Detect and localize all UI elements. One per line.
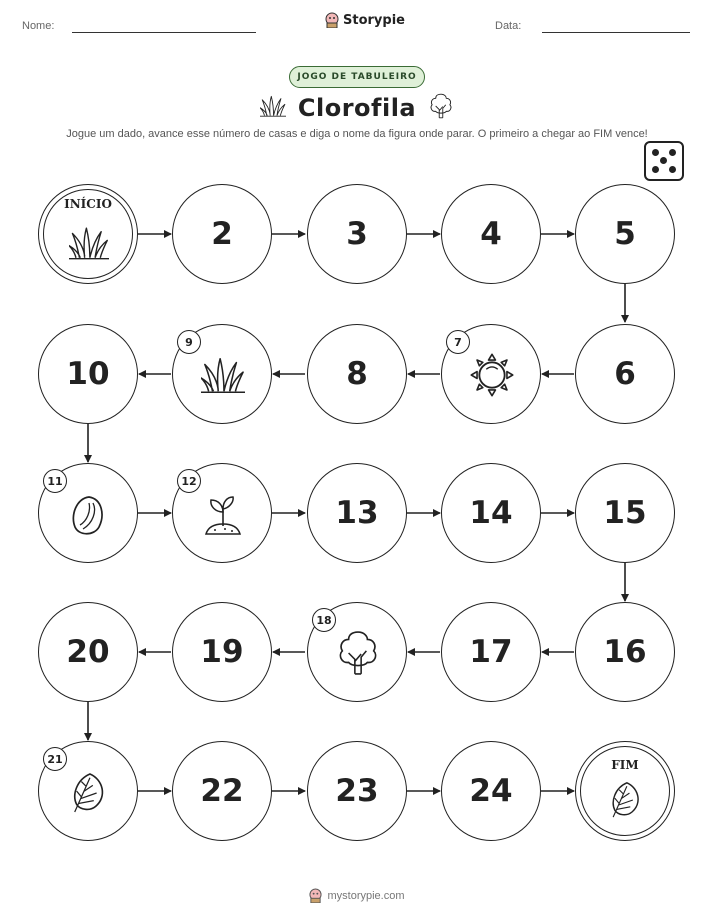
cell-number: 17 <box>469 634 513 670</box>
footer-url[interactable]: mystorypie.com <box>327 889 405 902</box>
name-label: Nome: <box>22 20 55 32</box>
board-cell-8[interactable] <box>307 324 407 424</box>
board-cell-24[interactable] <box>441 741 541 841</box>
cell-number: 24 <box>469 773 513 809</box>
board-cell-start[interactable] <box>38 184 138 284</box>
board-cell-22[interactable] <box>172 741 272 841</box>
instructions: Jogue um dado, avance esse número de casas e diga o nome da figura onde parar. O primeiro a chegar ao FIM vence! <box>66 128 648 140</box>
board-cell-9[interactable] <box>172 324 272 424</box>
board-cell-23[interactable] <box>307 741 407 841</box>
footer <box>0 888 714 903</box>
board-cell-10[interactable] <box>38 324 138 424</box>
board-cell-7[interactable] <box>441 324 541 424</box>
cell-number-badge: 9 <box>177 330 201 354</box>
cell-number-badge: 11 <box>43 469 67 493</box>
cell-number: 19 <box>200 634 244 670</box>
cell-number: 8 <box>346 356 368 392</box>
board-cell-13[interactable] <box>307 463 407 563</box>
cell-number: 22 <box>200 773 244 809</box>
tree-icon <box>337 630 379 676</box>
page-title: Clorofila <box>297 94 417 122</box>
cell-number-badge: 7 <box>446 330 470 354</box>
board-cell-17[interactable] <box>441 602 541 702</box>
cell-number: 20 <box>66 634 110 670</box>
seed-icon <box>69 494 109 538</box>
board-cell-19[interactable] <box>172 602 272 702</box>
cell-number-badge: 21 <box>43 747 67 771</box>
cell-number: 4 <box>480 216 502 252</box>
cell-number: 23 <box>335 773 379 809</box>
board-cell-3[interactable] <box>307 184 407 284</box>
cell-number: 16 <box>603 634 647 670</box>
board-cell-4[interactable] <box>441 184 541 284</box>
finish-label: FIM <box>611 758 639 772</box>
leaf-icon <box>69 771 109 815</box>
game-type-badge: JOGO DE TABULEIRO <box>289 66 425 88</box>
board-cell-2[interactable] <box>172 184 272 284</box>
cell-number-badge: 18 <box>312 608 336 632</box>
sun-icon <box>469 352 515 398</box>
board-cell-15[interactable] <box>575 463 675 563</box>
board-cell-14[interactable] <box>441 463 541 563</box>
board-cell-16[interactable] <box>575 602 675 702</box>
start-label: INÍCIO <box>64 197 112 211</box>
cell-number: 6 <box>614 356 636 392</box>
date-label: Data: <box>495 20 522 32</box>
cell-number: 3 <box>346 216 368 252</box>
board-cell-5[interactable] <box>575 184 675 284</box>
board-cell-20[interactable] <box>38 602 138 702</box>
board-cell-finish[interactable] <box>575 741 675 841</box>
board-cell-6[interactable] <box>575 324 675 424</box>
board-cell-12[interactable] <box>172 463 272 563</box>
board-cell-21[interactable] <box>38 741 138 841</box>
cell-number: 13 <box>335 495 379 531</box>
brand-name: Storypie <box>343 12 405 28</box>
cell-number: 15 <box>603 495 647 531</box>
grass-icon <box>201 353 245 397</box>
board-cell-18[interactable] <box>307 602 407 702</box>
leaf-icon <box>608 780 644 820</box>
cell-number: 2 <box>211 216 233 252</box>
cell-number: 5 <box>614 216 636 252</box>
grass-icon <box>69 223 109 263</box>
board-cell-11[interactable] <box>38 463 138 563</box>
cell-number: 14 <box>469 495 513 531</box>
cell-number: 10 <box>66 356 110 392</box>
cell-number-badge: 12 <box>177 469 201 493</box>
sprout-icon <box>203 494 243 536</box>
storypie-mascot-icon <box>309 888 322 903</box>
